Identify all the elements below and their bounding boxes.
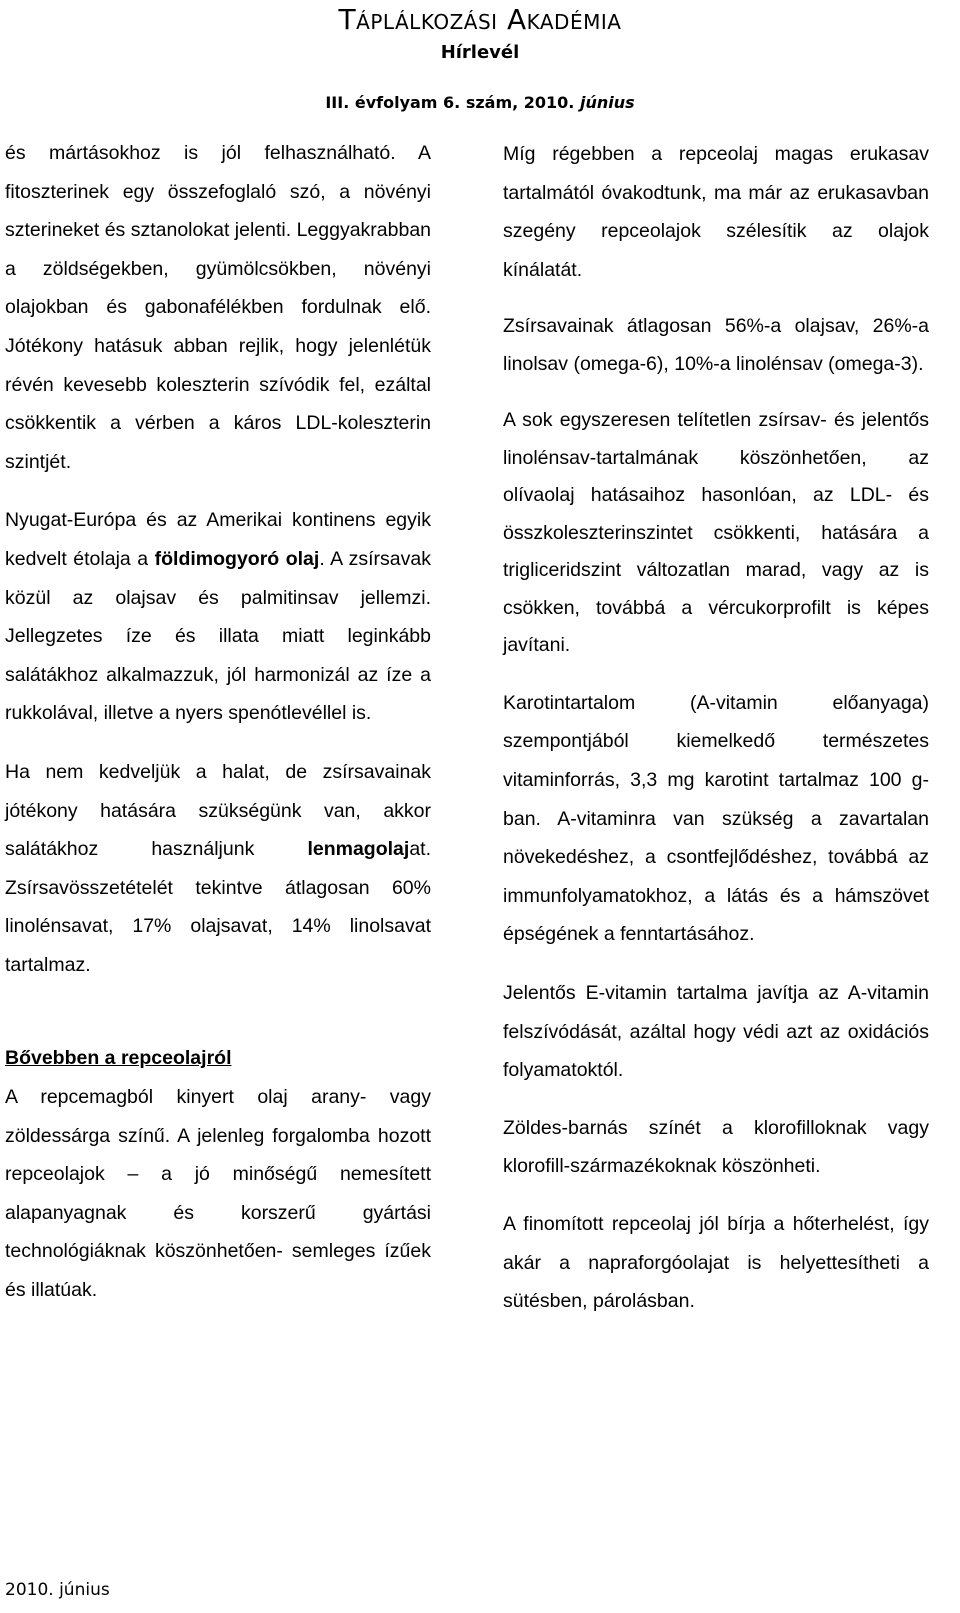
issue-info [0,92,960,114]
left-paragraph-2 [5,501,431,733]
newsletter-title: Táplálkozási Akadémia [338,3,622,36]
left-paragraph-4: A repcemagból kinyert olaj arany- vagy zöldessárga színű. A jelenleg forgalomba hozott repceolajok – a jó minőségű nemesített alapanyagnak és korszerű gyártási technológiáknak köszönhetően- semleges ízűek és illatúak. [5,1086,431,1302]
p2-text-a: Nyugat-Európa és az Amerikai kontinens egyik kedvelt étolaja a [5,509,431,570]
right-paragraph-1: Míg régebben a repceolaj magas erukasav tartalmától óvakodtunk, ma már az erukasavban szegény repceolajok szélesítik az olajok kínálatát. [503,143,929,281]
left-paragraph-3 [5,753,431,985]
right-paragraph-3: A sok egyszeresen telítetlen zsírsav- és jelentős linolénsav-tartalmának köszönhetően, az olívaolaj hatásaihoz hasonlóan, az LDL- és összkoleszterinszintet csökkenti, hatására a trigliceridszint változatlan marad, vagy az is csökken, továbbá a vércukorprofilt is képes javítani. [503,409,929,657]
right-paragraph-7: A finomított repceolaj jól bírja a hőterhelést, így akár a napraforgóolajat is helyettesítheti a sütésben, párolásban. [503,1213,929,1313]
right-paragraph-4: Karotintartalom (A-vitamin előanyaga) szempontjából kiemelkedő természetes vitaminforrás, 3,3 mg karotint tartalmaz 100 g-ban. A-vitaminra van szükség a zavartalan növekedéshez, a csontfejlődéshez, továbbá az immunfolyamatokhoz, a látás és a hámszövet épségének a fenntartásához. [503,691,929,946]
peanut-oil-highlight: földimogyoró olaj [154,547,320,570]
issue-prefix: III. évfolyam 6. szám, 2010. [325,93,575,112]
section-heading: Bővebben a repceolajról [5,1047,232,1070]
p3-text-b: at. Zsírsavösszetételét tekintve átlagosan 60% linolénsavat, 17% olajsavat, 14% linolsavat tartalmaz. [5,838,431,976]
right-paragraph-5: Jelentős E-vitamin tartalma javítja az A-vitamin felszívódását, azáltal hogy védi azt az oxidációs folyamatoktól. [503,982,929,1082]
p3-text-a: Ha nem kedveljük a halat, de zsírsavainak jótékony hatására szükségünk van, akkor salátákhoz használjunk [5,760,431,861]
right-paragraph-6: Zöldes-barnás színét a klorofilloknak vagy klorofill-származékoknak köszönheti. [503,1116,929,1178]
flaxseed-oil-highlight: lenmagolaj [307,838,410,861]
right-paragraph-2: Zsírsavainak átlagosan 56%-a olajsav, 26%-a linolsav (omega-6), 10%-a linolénsav (omega-3). [503,315,929,375]
issue-month: június [579,93,635,112]
left-column [5,134,431,1310]
p2-text-b: . A zsírsavak közül az olajsav és palmitinsav jellemzi. Jellegzetes íze és illata miatt leginkább salátákhoz alkalmazzuk, jól harmonizál az íze a rukkolával, illetve a nyers spenótlevéllel is. [5,547,431,725]
newsletter-subtitle: Hírlevél [440,42,520,63]
right-column [503,135,929,1340]
left-paragraph-1: és mártásokhoz is jól felhasználható. A fitoszterinek egy összefoglaló szó, a növényi szterineket és sztanolokat jelenti. Leggyakrabban a zöldségekben, gyümölcsökben, növényi olajokban és gabonafélékben fordulnak elő. Jótékony hatásuk abban rejlik, hogy jelenlétük révén kevesebb koleszterin szívódik fel, ezáltal csökkentik a vérben a káros LDL-koleszterin szintjét. [5,142,432,473]
footer-date: 2010. június [5,1580,110,1600]
